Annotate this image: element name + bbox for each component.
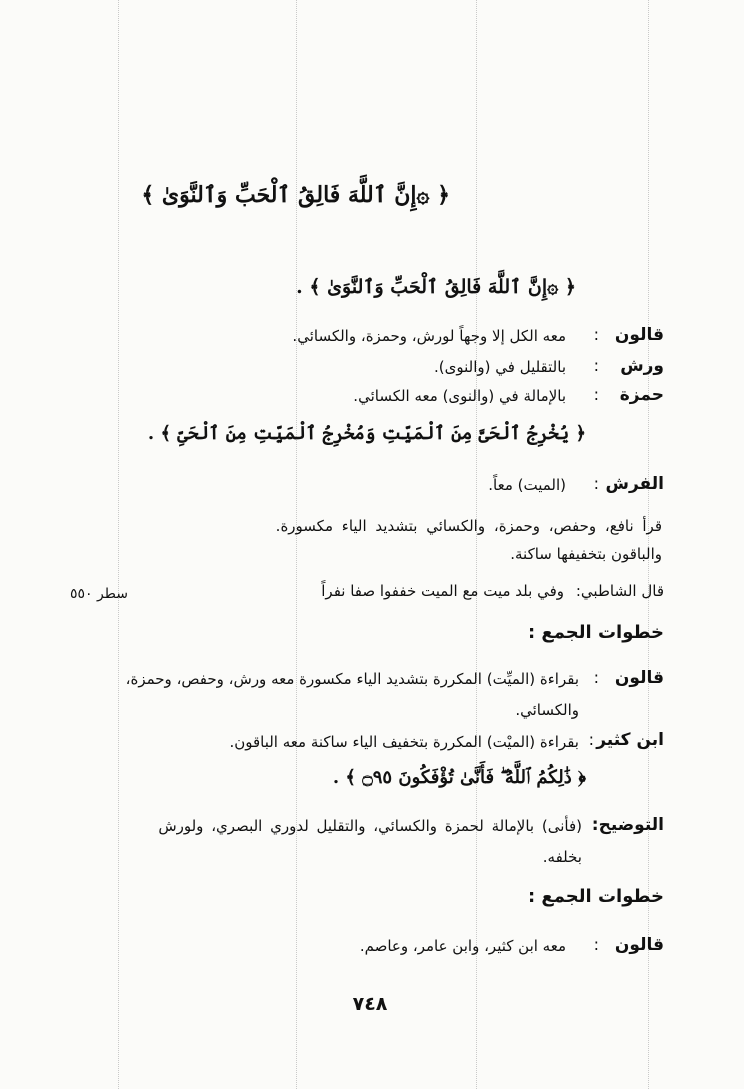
row-label-qalun: قالون [614,935,664,955]
row-sep: : [593,935,599,954]
row-text-qalun-2: معه ابن كثير، وابن عامر، وعاصم. [359,937,566,955]
row-text-qalun-steps: بقراءة (الميِّت) المكررة بتشديد الياء مكسورة معه ورش، وحفص، وحمزة، [125,670,579,688]
farsh-label: الفرش [605,474,664,494]
section1-verse: ﴿ ۞إِنَّ ٱللَّهَ فَالِقُ ٱلْحَبِّ وَٱلنَّوَىٰ ﴾ . [296,276,576,298]
tawdih-label: التوضيح: [591,815,664,835]
row-text-warsh: بالتقليل في (والنوى). [434,358,566,376]
scan-guide-line [476,0,477,1089]
row-label-ibn-kathir: ابن كثير [596,730,664,750]
row-sep: : [588,730,594,749]
row-label-qalun: قالون [614,325,664,345]
row-text-qalun: معه الكل إلا وجهاً لورش، وحمزة، والكسائي. [292,327,566,345]
row-sep: : [593,356,599,375]
shatibi-label: قال الشاطبي: [575,582,664,600]
farsh-paragraph-line1: قرأ نافع، وحفص، وحمزة، والكسائي بتشديد الياء مكسورة. [275,517,662,535]
farsh-paragraph-line2: والباقون بتخفيفها ساكنة. [510,545,662,563]
page-number: ٧٤٨ [352,993,388,1015]
row-sep: : [593,325,599,344]
row-label-warsh: ورش [620,356,664,376]
steps-title: خطوات الجمع : [527,622,664,643]
scan-guide-line [296,0,297,1089]
shatibi-line-ref: سطر ٥٥٠ [70,586,128,602]
farsh-text: (الميت) معاً. [488,476,566,494]
row-text-qalun-steps-cont: والكسائي. [515,701,579,719]
section2-verse: ﴿ يُخْرِجُ ٱلْحَىَّ مِنَ ٱلْمَيِّتِ وَمُخْرِجُ ٱلْمَيِّتِ مِنَ ٱلْحَىِّ ﴾ . [147,423,586,444]
row-sep: : [593,385,599,404]
steps-title: خطوات الجمع : [527,886,664,907]
scan-guide-line [118,0,119,1089]
farsh-sep: : [593,474,599,493]
header-verse: ﴿ ۞إِنَّ ٱللَّهَ فَالِقُ ٱلْحَبِّ وَٱلنَّوَىٰ ﴾ [141,182,450,208]
shatibi-verse: وفي بلد ميت مع الميت خففوا صفا نفراً [321,582,564,600]
tawdih-text-cont: بخلفه. [542,848,582,866]
row-label-qalun: قالون [614,668,664,688]
tawdih-text: (فأنى) بالإمالة لحمزة والكسائي، والتقليل لدوري البصري، ولورش [158,817,582,835]
row-text-ibn-kathir: بقراءة (الميْت) المكررة بتخفيف الياء ساكنة معه الباقون. [229,733,579,751]
row-sep: : [593,668,599,687]
row-text-hamza: بالإمالة في (والنوى) معه الكسائي. [353,387,566,405]
section3-verse: ﴿ ذَٰلِكُمُ ٱللَّهُ ۖ فَأَنَّىٰ تُؤْفَكُونَ ۝٩٥ ﴾ . [332,767,586,788]
row-label-hamza: حمزة [619,385,664,405]
